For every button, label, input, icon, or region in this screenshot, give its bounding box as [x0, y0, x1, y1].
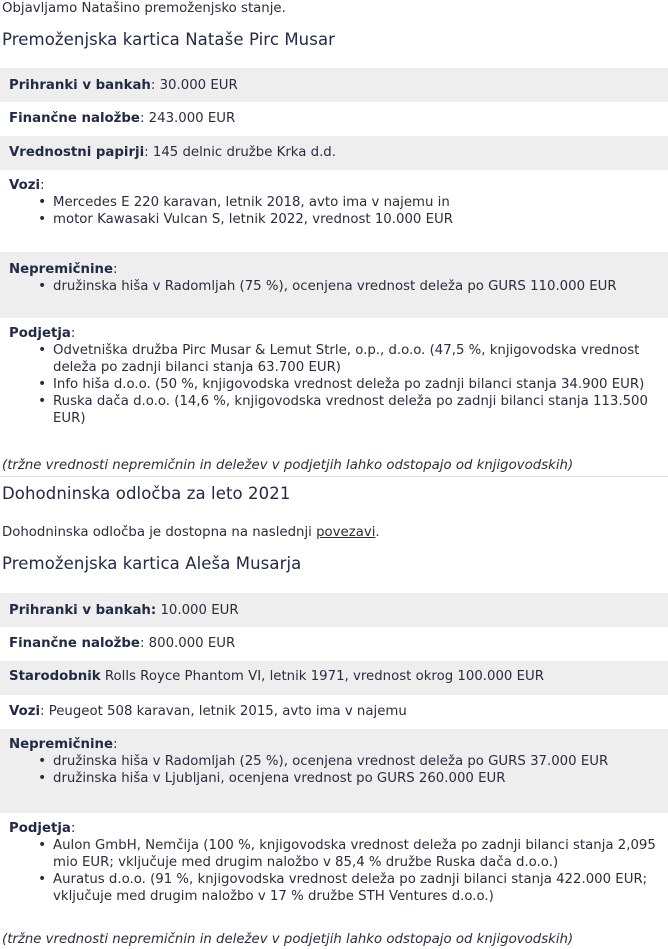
natasa-securities-label: Vrednostni papirji: [9, 145, 145, 160]
list-item: • družinska hiša v Ljubljani, ocenjena vrednost po GURS 260.000 EUR: [53, 770, 668, 787]
list-item: • družinska hiša v Radomljah (25 %), ocenjena vrednost deleža po GURS 37.000 EUR: [53, 753, 668, 770]
section-divider: [0, 476, 668, 477]
intro-text: Objavljamo Natašino premoženjsko stanje.: [2, 1, 286, 16]
income-heading: Dohodninska odločba za leto 2021: [2, 484, 291, 503]
ales-companies-label: Podjetja: [9, 821, 71, 836]
natasa-vehicles-row: [0, 170, 668, 252]
income-text-lead: Dohodninska odločba je dostopna na naslednji: [2, 525, 317, 540]
natasa-companies-row: [0, 318, 668, 448]
ales-investments-row: [0, 627, 668, 661]
natasa-investments-label: Finančne naložbe: [9, 111, 140, 126]
list-item: • Aulon GmbH, Nemčija (100 %, knjigovodska vrednost deleža po zadnji bilanci stanja 2,095 mio EUR; vključuje med drugim naložbo v 85,4 % družbe Ruska dača d.o.o.): [53, 837, 668, 871]
natasa-savings-value: : 30.000 EUR: [150, 78, 238, 93]
list-item: • družinska hiša v Radomljah (75 %), ocenjena vrednost deleža po GURS 110.000 EUR: [53, 278, 668, 295]
natasa-realestate-label: Nepremičnine: [9, 262, 114, 277]
ales-companies-colon: :: [70, 821, 76, 836]
ales-oldtimer-row: [0, 661, 668, 695]
natasa-vehicles-list: [9, 194, 668, 228]
natasa-investments-value: : 243.000 EUR: [139, 111, 236, 126]
ales-investments-label: Finančne naložbe: [9, 636, 140, 651]
list-item: • Ruska dača d.o.o. (14,6 %, knjigovodska vrednost deleža po zadnji bilanci stanja 113.500 EUR): [53, 393, 668, 427]
income-text: [2, 524, 380, 541]
natasa-savings-row: [0, 68, 668, 102]
ales-heading: Premoženjska kartica Aleša Musarja: [2, 554, 302, 573]
list-item: • Auratus d.o.o. (91 %, knjigovodska vrednost deleža po zadnji bilanci stanja 422.000 EUR; vključuje med drugim naložbo v 17 % družbe STH Ventures d.o.o.): [53, 871, 668, 905]
income-link[interactable]: povezavi: [316, 525, 376, 540]
natasa-realestate-colon: :: [113, 262, 118, 277]
list-item: • motor Kawasaki Vulcan S, letnik 2022, vrednost 10.000 EUR: [53, 211, 668, 228]
ales-companies-row: [0, 813, 668, 923]
ales-savings-label: Prihranki v bankah:: [9, 603, 157, 618]
ales-realestate-label: Nepremičnine: [9, 737, 114, 752]
income-text-end: .: [375, 525, 380, 540]
ales-oldtimer-label: Starodobnik: [9, 669, 101, 684]
ales-savings-row: [0, 593, 668, 627]
ales-investments-value: : 800.000 EUR: [139, 636, 236, 651]
natasa-companies-colon: :: [70, 326, 76, 341]
ales-vehicles-label: Vozi: [9, 704, 40, 719]
natasa-securities-value: : 145 delnic družbe Krka d.d.: [144, 145, 336, 160]
ales-realestate-list: [9, 753, 668, 787]
natasa-vehicles-label: Vozi: [9, 178, 40, 193]
ales-vehicles-value: : Peugeot 508 karavan, letnik 2015, avto ima v najemu: [40, 704, 407, 719]
ales-savings-value: 10.000 EUR: [156, 603, 239, 618]
natasa-realestate-row: [0, 252, 668, 318]
ales-note: (tržne vrednosti nepremičnin in deležev v podjetjih lahko odstopajo od knjigovodskih): [2, 932, 574, 947]
ales-oldtimer-value: Rolls Royce Phantom VI, letnik 1971, vrednost okrog 100.000 EUR: [100, 669, 544, 684]
ales-realestate-row: [0, 729, 668, 813]
natasa-savings-label: Prihranki v bankah: [9, 78, 151, 93]
ales-companies-list: [9, 837, 668, 905]
list-item: • Mercedes E 220 karavan, letnik 2018, avto ima v najemu in: [53, 194, 668, 211]
natasa-heading: Premoženjska kartica Nataše Pirc Musar: [2, 30, 336, 49]
ales-realestate-colon: :: [113, 737, 118, 752]
list-item: • Odvetniška družba Pirc Musar & Lemut Strle, o.p., d.o.o. (47,5 %, knjigovodska vrednost deleža po zadnji bilanci stanja 63.700 EUR): [53, 342, 668, 376]
natasa-vehicles-colon: :: [40, 178, 45, 193]
list-item: • Info hiša d.o.o. (50 %, knjigovodska vrednost deleža po zadnji bilanci stanja 34.900 EUR): [53, 376, 668, 393]
natasa-companies-list: [9, 342, 668, 427]
natasa-companies-label: Podjetja: [9, 326, 71, 341]
natasa-note: (tržne vrednosti nepremičnin in deležev v podjetjih lahko odstopajo od knjigovodskih): [2, 458, 574, 473]
natasa-realestate-list: [9, 278, 668, 295]
ales-vehicles-row: [0, 695, 668, 729]
natasa-investments-row: [0, 102, 668, 136]
natasa-securities-row: [0, 136, 668, 170]
